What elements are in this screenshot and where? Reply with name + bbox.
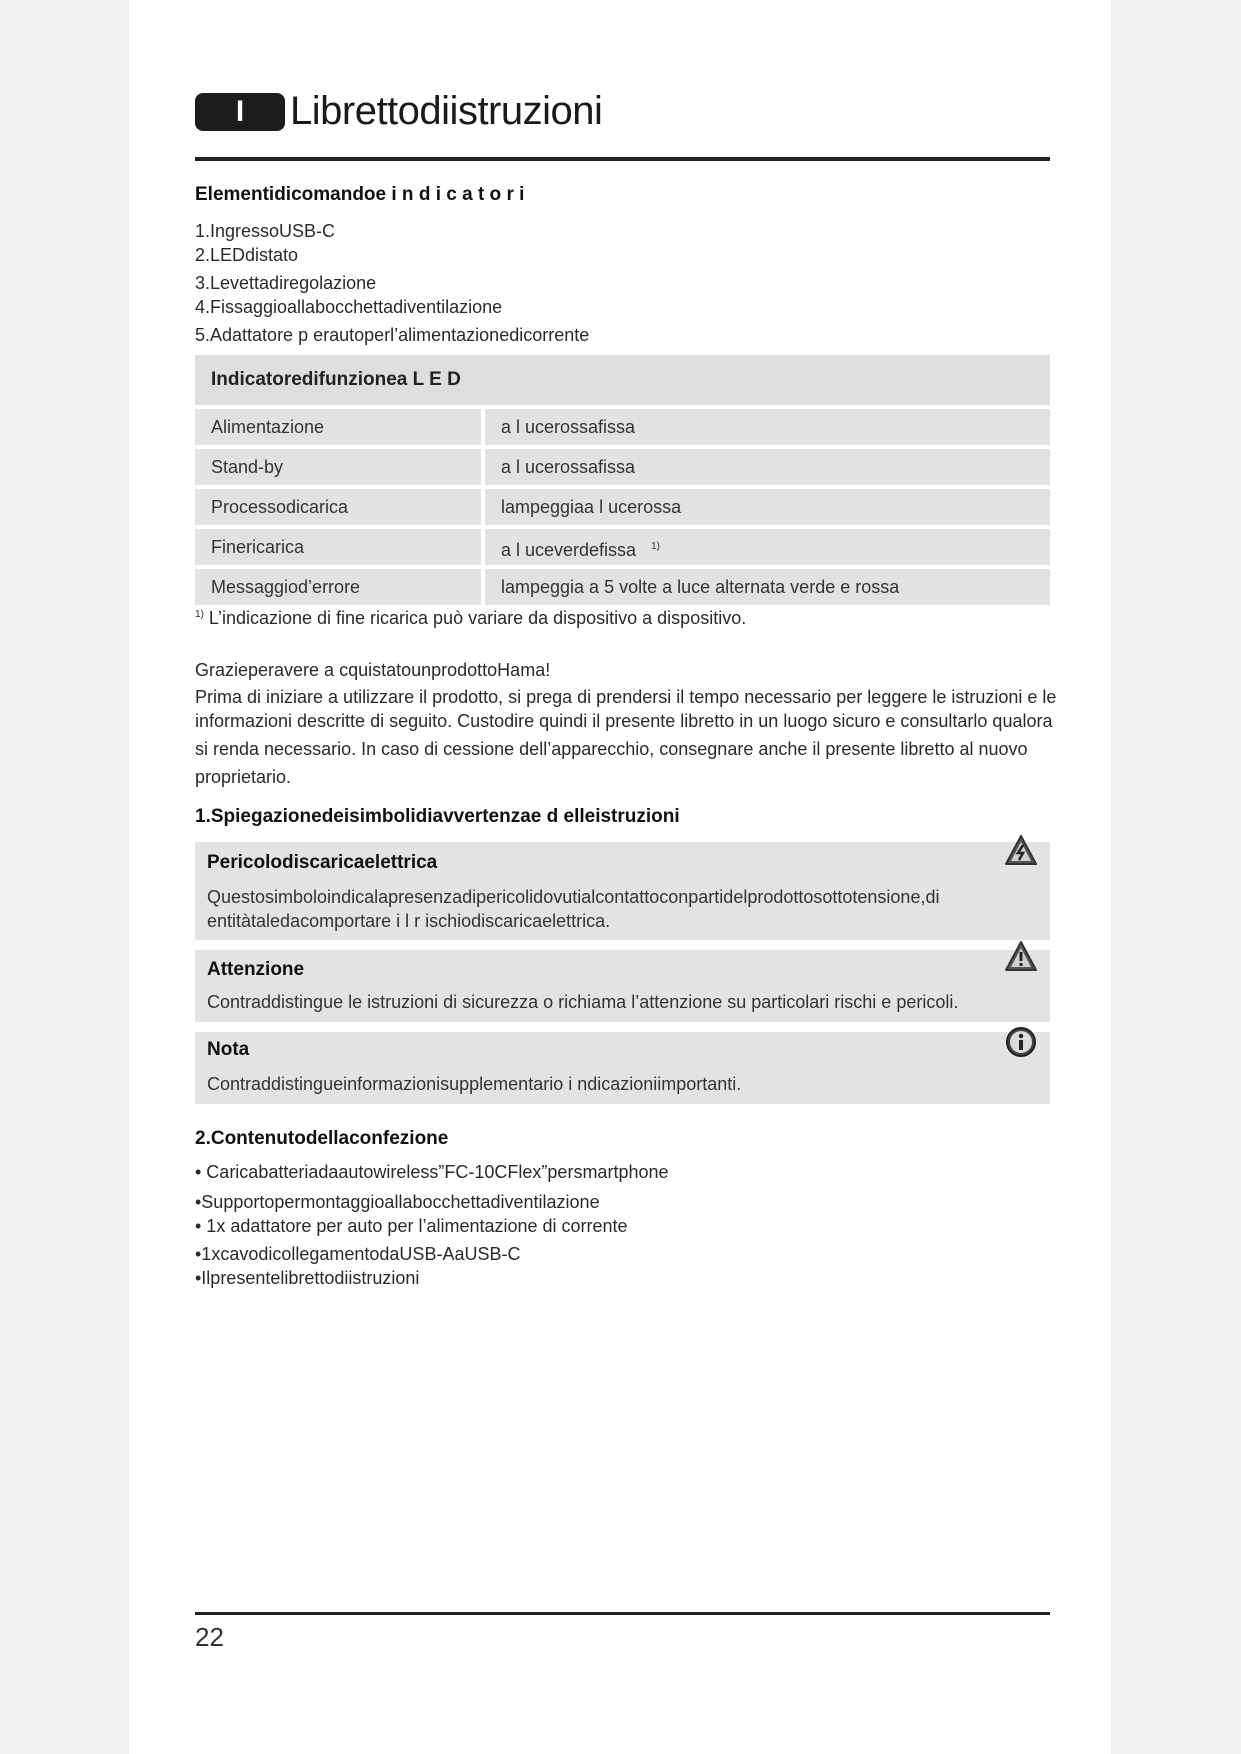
footnote-text: L’indicazione di fine ricarica può variare da dispositivo a dispositivo.	[208, 608, 747, 628]
notice-electric	[195, 842, 1050, 940]
led-table-header: Indicatoredifunzionea L E D	[195, 355, 1050, 405]
led-indicator: lampeggia a 5 volte a luce alternata verde e rossa	[485, 569, 1050, 605]
led-footnote	[195, 603, 746, 630]
led-indicator-cell	[485, 529, 1050, 565]
electric-warning-icon	[1004, 834, 1038, 866]
led-indicator: a l ucerossafissa	[485, 409, 1050, 445]
section1-heading: 1.Spiegazionedeisimbolidiavvertenzae d elleistruzioni	[195, 806, 680, 827]
led-state: Processodicarica	[195, 489, 481, 525]
section2-heading: 2.Contenutodellaconfezione	[195, 1128, 449, 1149]
notice-title: Nota	[207, 1039, 250, 1060]
table-row	[195, 449, 1050, 485]
page-title: Librettodiistruzioni	[290, 89, 603, 133]
info-icon	[1004, 1026, 1038, 1058]
led-state: Stand-by	[195, 449, 481, 485]
list-item: • 1x adattatore per auto per l’alimentazione di corrente	[195, 1216, 628, 1236]
led-table	[195, 355, 1050, 609]
led-indicator: a l uceverdefissa	[501, 540, 637, 560]
footer-rule	[195, 1612, 1050, 1615]
notice-line: Questosimboloindicalapresenzadipericolidovutialcontattoconpartidelprodottosottotensione,di	[207, 887, 940, 907]
control-item-5: 5.Adattatore p erautoperl’alimentazionedicorrente	[195, 325, 590, 345]
notice-line: Contraddistingue le istruzioni di sicurezza o richiama l’attenzione su particolari rischi e pericoli.	[207, 992, 959, 1012]
footnote-ref: 1)	[651, 541, 660, 552]
intro-line-4: proprietario.	[195, 767, 292, 787]
page-number: 22	[195, 1622, 224, 1652]
control-item-4: 4.Fissaggioallabocchettadiventilazione	[195, 297, 503, 317]
control-item-2: 2.LEDdistato	[195, 245, 299, 265]
control-item-3: 3.Levettadiregolazione	[195, 273, 377, 293]
led-state: Messaggiod’errore	[195, 569, 481, 605]
header-rule	[195, 157, 1050, 161]
footnote-mark: 1)	[195, 609, 204, 620]
notice-line: Contraddistingueinformazionisupplementario i ndicazioniimportanti.	[207, 1074, 742, 1094]
table-row	[195, 409, 1050, 445]
intro-line-3: si renda necessario. In caso di cessione dell’apparecchio, consegnare anche il presente libretto al nuovo	[195, 739, 1028, 759]
notice-note	[195, 1032, 1050, 1104]
list-item: • Caricabatteriadaautowireless”FC-10CFlex”persmartphone	[195, 1162, 669, 1182]
intro-line-1: Prima di iniziare a utilizzare il prodotto, si prega di prendersi il tempo necessario per leggere le istruzioni e le	[195, 687, 1057, 707]
language-badge: I	[195, 93, 285, 131]
table-row	[195, 489, 1050, 525]
control-item-1: 1.IngressoUSB-C	[195, 221, 336, 241]
list-item: •Ilpresentelibrettodiistruzioni	[195, 1268, 420, 1288]
warning-icon	[1004, 940, 1038, 972]
notice-title: Attenzione	[207, 959, 305, 980]
list-item: •Supportopermontaggioallabocchettadiventilazione	[195, 1192, 600, 1212]
led-state: Alimentazione	[195, 409, 481, 445]
list-item: •1xcavodicollegamentodaUSB-AaUSB-C	[195, 1244, 521, 1264]
table-row	[195, 529, 1050, 565]
notice-title: Pericolodiscaricaelettrica	[207, 852, 438, 873]
intro-line-2: informazioni descritte di seguito. Custodire quindi il presente libretto in un luogo sicuro e consultarlo qualora	[195, 711, 1053, 731]
led-indicator: a l ucerossafissa	[485, 449, 1050, 485]
table-row	[195, 569, 1050, 605]
notice-attention	[195, 950, 1050, 1022]
notice-line: entitàtaledacomportare i l r ischiodiscaricaelettrica.	[207, 911, 611, 931]
led-indicator: lampeggiaa l ucerossa	[485, 489, 1050, 525]
controls-heading: Elementidicomandoe i n d i c a t o r i	[195, 184, 525, 205]
thanks-text: Grazieperavere a cquistatounprodottoHama!	[195, 660, 551, 680]
led-state: Finericarica	[195, 529, 481, 565]
